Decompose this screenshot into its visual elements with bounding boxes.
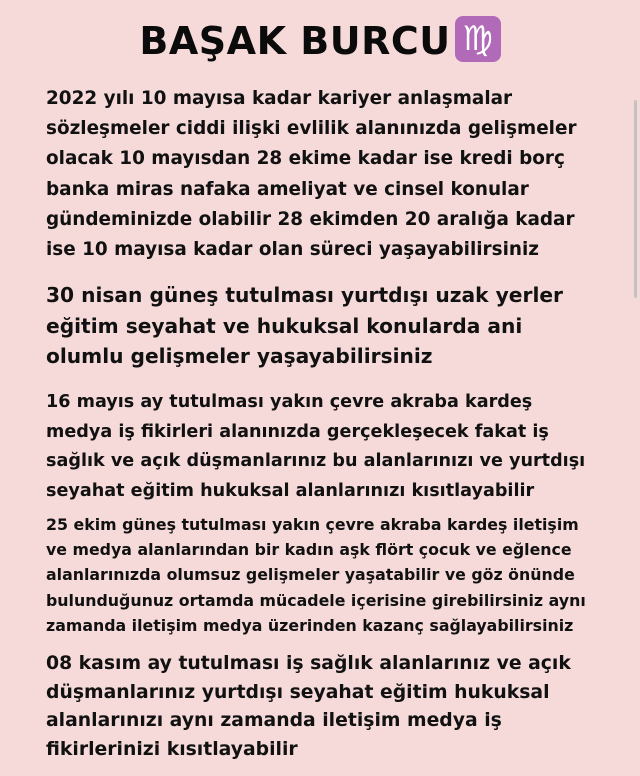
text-line: 08 kasım ay tutulması iş sağlık alanlarınız ve açık — [46, 653, 571, 674]
text-line: seyahat eğitim hukuksal alanlarınızı kısıtlayabilir — [46, 480, 535, 501]
text-line: bulunduğunuz ortamda mücadele içerisine girebilirsiniz aynı — [46, 590, 586, 610]
text-line: 16 mayıs ay tutulması yakın çevre akraba kardeş — [46, 392, 533, 412]
text-line: sözleşmeler ciddi ilişki evlilik alanınızda gelişmeler — [46, 118, 577, 140]
paragraph-16-may-lunar-eclipse — [46, 388, 585, 506]
paragraph-08-november-lunar-eclipse — [46, 650, 571, 764]
text-line: banka miras nafaka ameliyat ve cinsel konular — [46, 178, 529, 200]
text-line: olumlu gelişmeler yaşayabilirsiniz — [46, 344, 433, 368]
virgo-icon — [455, 16, 501, 62]
text-line: sağlık ve açık düşmanlarınız bu alanlarınızı ve yurtdışı — [46, 451, 586, 471]
paragraph-2022-overview — [46, 84, 577, 265]
text-line: gündeminizde olabilir 28 ekimden 20 aralığa kadar — [46, 208, 575, 230]
text-line: ve medya alanlarından bir kadın aşk flört çocuk ve eğlence — [46, 540, 572, 560]
header — [0, 14, 640, 68]
text-line: zamanda iletişim medya üzerinden kazanç sağlayabilirsiniz — [46, 615, 574, 635]
paragraph-30-april-solar-eclipse — [46, 280, 563, 372]
text-line: medya iş fikirleri alanınızda gerçekleşecek fakat iş — [46, 421, 549, 442]
text-line: alanlarınızda olumsuz gelişmeler yaşatabilir ve göz önünde — [46, 565, 575, 585]
text-line: 30 nisan güneş tutulması yurtdışı uzak yerler — [46, 283, 564, 307]
text-line: ise 10 mayısa kadar olan süreci yaşayabilirsiniz — [46, 239, 539, 261]
text-line: 2022 yılı 10 mayısa kadar kariyer anlaşmalar — [46, 88, 513, 109]
text-line: düşmanlarınız yurtdışı seyahat eğitim hukuksal — [46, 681, 550, 703]
virgo-glyph: ♍ — [462, 19, 493, 59]
paragraph-25-october-solar-eclipse — [46, 512, 586, 638]
text-line: fikirlerinizi kısıtlayabilir — [46, 738, 298, 760]
text-line: alanlarınızı aynı zamanda iletişim medya iş — [46, 710, 502, 731]
page-title: BAŞAK BURCU — [139, 19, 451, 63]
scrollbar[interactable] — [634, 100, 637, 298]
text-line: eğitim seyahat ve hukuksal konularda ani — [46, 313, 523, 338]
text-line: olacak 10 mayısdan 28 ekime kadar ise kredi borç — [46, 148, 565, 170]
text-line: 25 ekim güneş tutulması yakın çevre akraba kardeş iletişim — [46, 515, 579, 534]
